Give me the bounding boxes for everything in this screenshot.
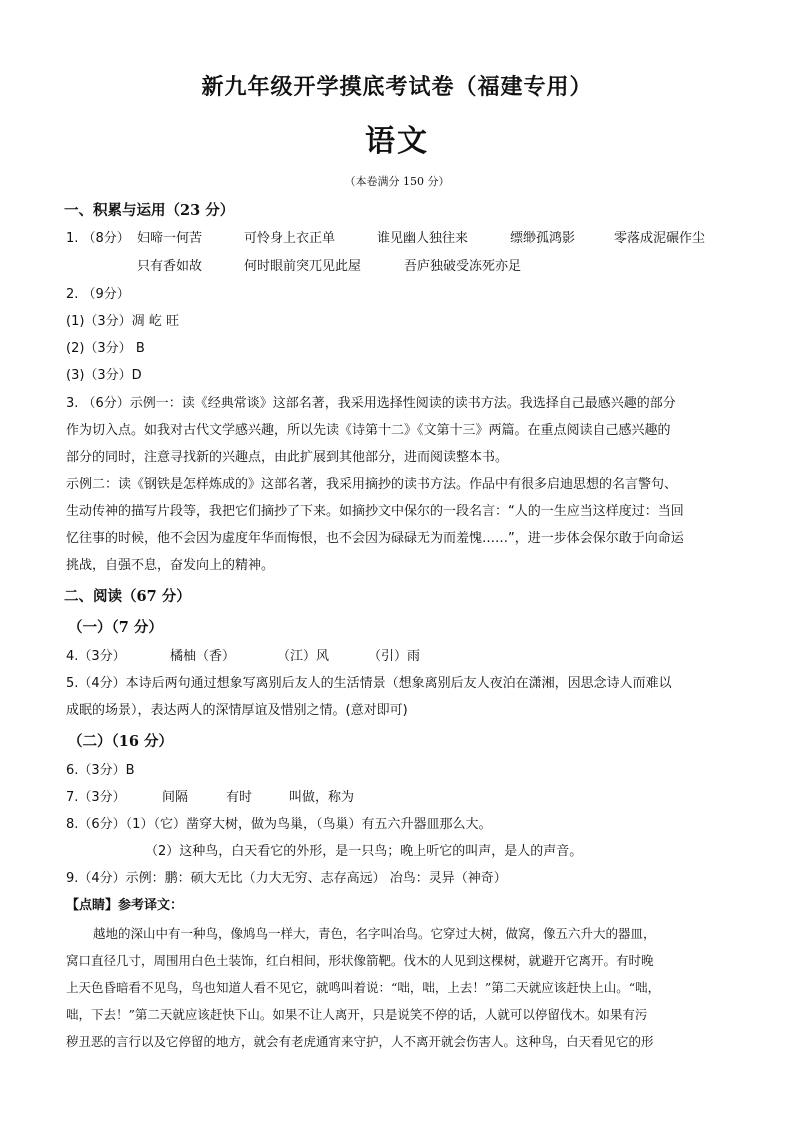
translation-line: 越地的深山中有一种鸟，像鸠鸟一样大，青色，名字叫冶鸟。它穿过大树，做窝，像五六升大的器皿， (93, 926, 656, 941)
tip-heading: 【点睛】参考译文： (66, 898, 184, 913)
q3-line: 示例二：读《钢铁是怎样炼成的》这部名著，我采用摘抄的读书方法。作品中有很多启迪思想的名言警句、 (66, 477, 678, 492)
q3-line: 挑战，自强不息，奋发向上的精神。 (66, 558, 275, 573)
q5-line: 5.（4分）本诗后两句通过想象写离别后友人的生活情景（想象离别后友人夜泊在潇湘，因思念诗人而难以 (66, 676, 672, 691)
q1-answer-4: 缥缈孤鸿影 (510, 231, 576, 246)
q1-answer-3: 谁见幽人独往来 (377, 231, 469, 246)
section-heading-2: 二、阅读（67 分） (64, 588, 191, 605)
q2-part-2: (2)（3分） B (66, 341, 145, 356)
q1-answer-5: 零落成泥碾作尘 (614, 231, 706, 246)
q2-label: 2. （9分） (66, 287, 130, 302)
q4-answer-2: （江）风 (277, 649, 330, 664)
q3-line: 忆往事的时候，他不会因为虚度年华而悔恨，也不会因为碌碌无为而羞愧……”，进一步体会保尔敢于向命运 (66, 531, 684, 546)
q5-line: 成眠的场景），表达两人的深情厚谊及惜别之情。(意对即可) (66, 703, 408, 718)
q7-answer-1: 间隔 (162, 790, 189, 805)
translation-line: 窝口直径几寸，周围用白色土装饰，红白相间，形状像箭靶。伐木的人见到这棵树，就避开它离开。有时晚 (66, 953, 654, 968)
q1-answer-7: 何时眼前突兀见此屋 (244, 259, 362, 274)
q1-label: 1. （8分） (66, 231, 130, 246)
q1-answer-6: 只有香如故 (137, 259, 203, 274)
q3-line: 生动传神的描写片段等，我把它们摘抄了下来。如摘抄文中保尔的一段名言：“人的一生应当这样度过：当回 (66, 504, 684, 519)
q6-answer: 6.（3分）B (66, 763, 135, 778)
page-title: 新九年级开学摸底考试卷（福建专用） (201, 74, 593, 100)
q3-line: 作为切入点。如我对古代文学感兴趣，所以先读《诗第十二》《文第十三》两篇。在重点阅读自己感兴趣的 (66, 423, 671, 438)
q3-line: 部分的同时，注意寻找新的兴趣点，由此扩展到其他部分，进而阅读整本书。 (66, 450, 509, 465)
subject-title: 语文 (365, 124, 429, 159)
q4-answer-3: （引）雨 (368, 649, 421, 664)
q2-part-3: (3)（3分）D (66, 368, 142, 383)
score-note: （本卷满分 150 分） (344, 175, 450, 188)
q4-answer-1: 橘柚（香） (170, 649, 236, 664)
translation-line: 秽丑恶的言行以及它停留的地方，就会有老虎通宵来守护，人不离开就会伤害人。这种鸟，白天看见它的形 (66, 1034, 654, 1049)
translation-line: 上天色昏暗看不见鸟，鸟也知道人看不见它，就鸣叫着说：“咄，咄，上去！”第二天就应该赶快上山。“咄， (66, 980, 661, 995)
q7-answer-3: 叫做，称为 (289, 790, 355, 805)
section-heading-1: 一、积累与运用（23 分） (64, 202, 235, 219)
q3-line: 3. （6分）示例一：读《经典常谈》这部名著，我采用选择性阅读的读书方法。我选择自己最感兴趣的部分 (66, 396, 676, 411)
part-heading-1: （一）（7 分） (68, 619, 163, 636)
translation-line: 咄，下去！”第二天就应该赶快下山。如果不让人离开，只是说笑不停的话，人就可以停留伐木。如果有污 (66, 1007, 648, 1022)
q9-answer: 9.（4分）示例：鹏：硕大无比（力大无穷、志存高远） 冶鸟：灵异（神奇） (66, 871, 507, 886)
part-heading-2: （二）（16 分） (68, 733, 173, 750)
q2-part-1: (1)（3分）凋 屹 旺 (66, 314, 179, 329)
q7-answer-2: 有时 (226, 790, 253, 805)
q1-answer-8: 吾庐独破受冻死亦足 (404, 259, 522, 274)
q1-answer-2: 可怜身上衣正单 (244, 231, 336, 246)
q4-label: 4.（3分） (66, 649, 126, 664)
q8-line-2: （2）这种鸟，白天看它的外形，是一只鸟；晚上听它的叫声，是人的声音。 (145, 844, 583, 859)
q7-label: 7.（3分） (66, 790, 126, 805)
q8-line-1: 8.（6分）（1）（它）凿穿大树，做为鸟巢，（鸟巢）有五六升器皿那么大。 (66, 817, 492, 832)
q1-answer-1: 妇啼一何苦 (137, 231, 203, 246)
